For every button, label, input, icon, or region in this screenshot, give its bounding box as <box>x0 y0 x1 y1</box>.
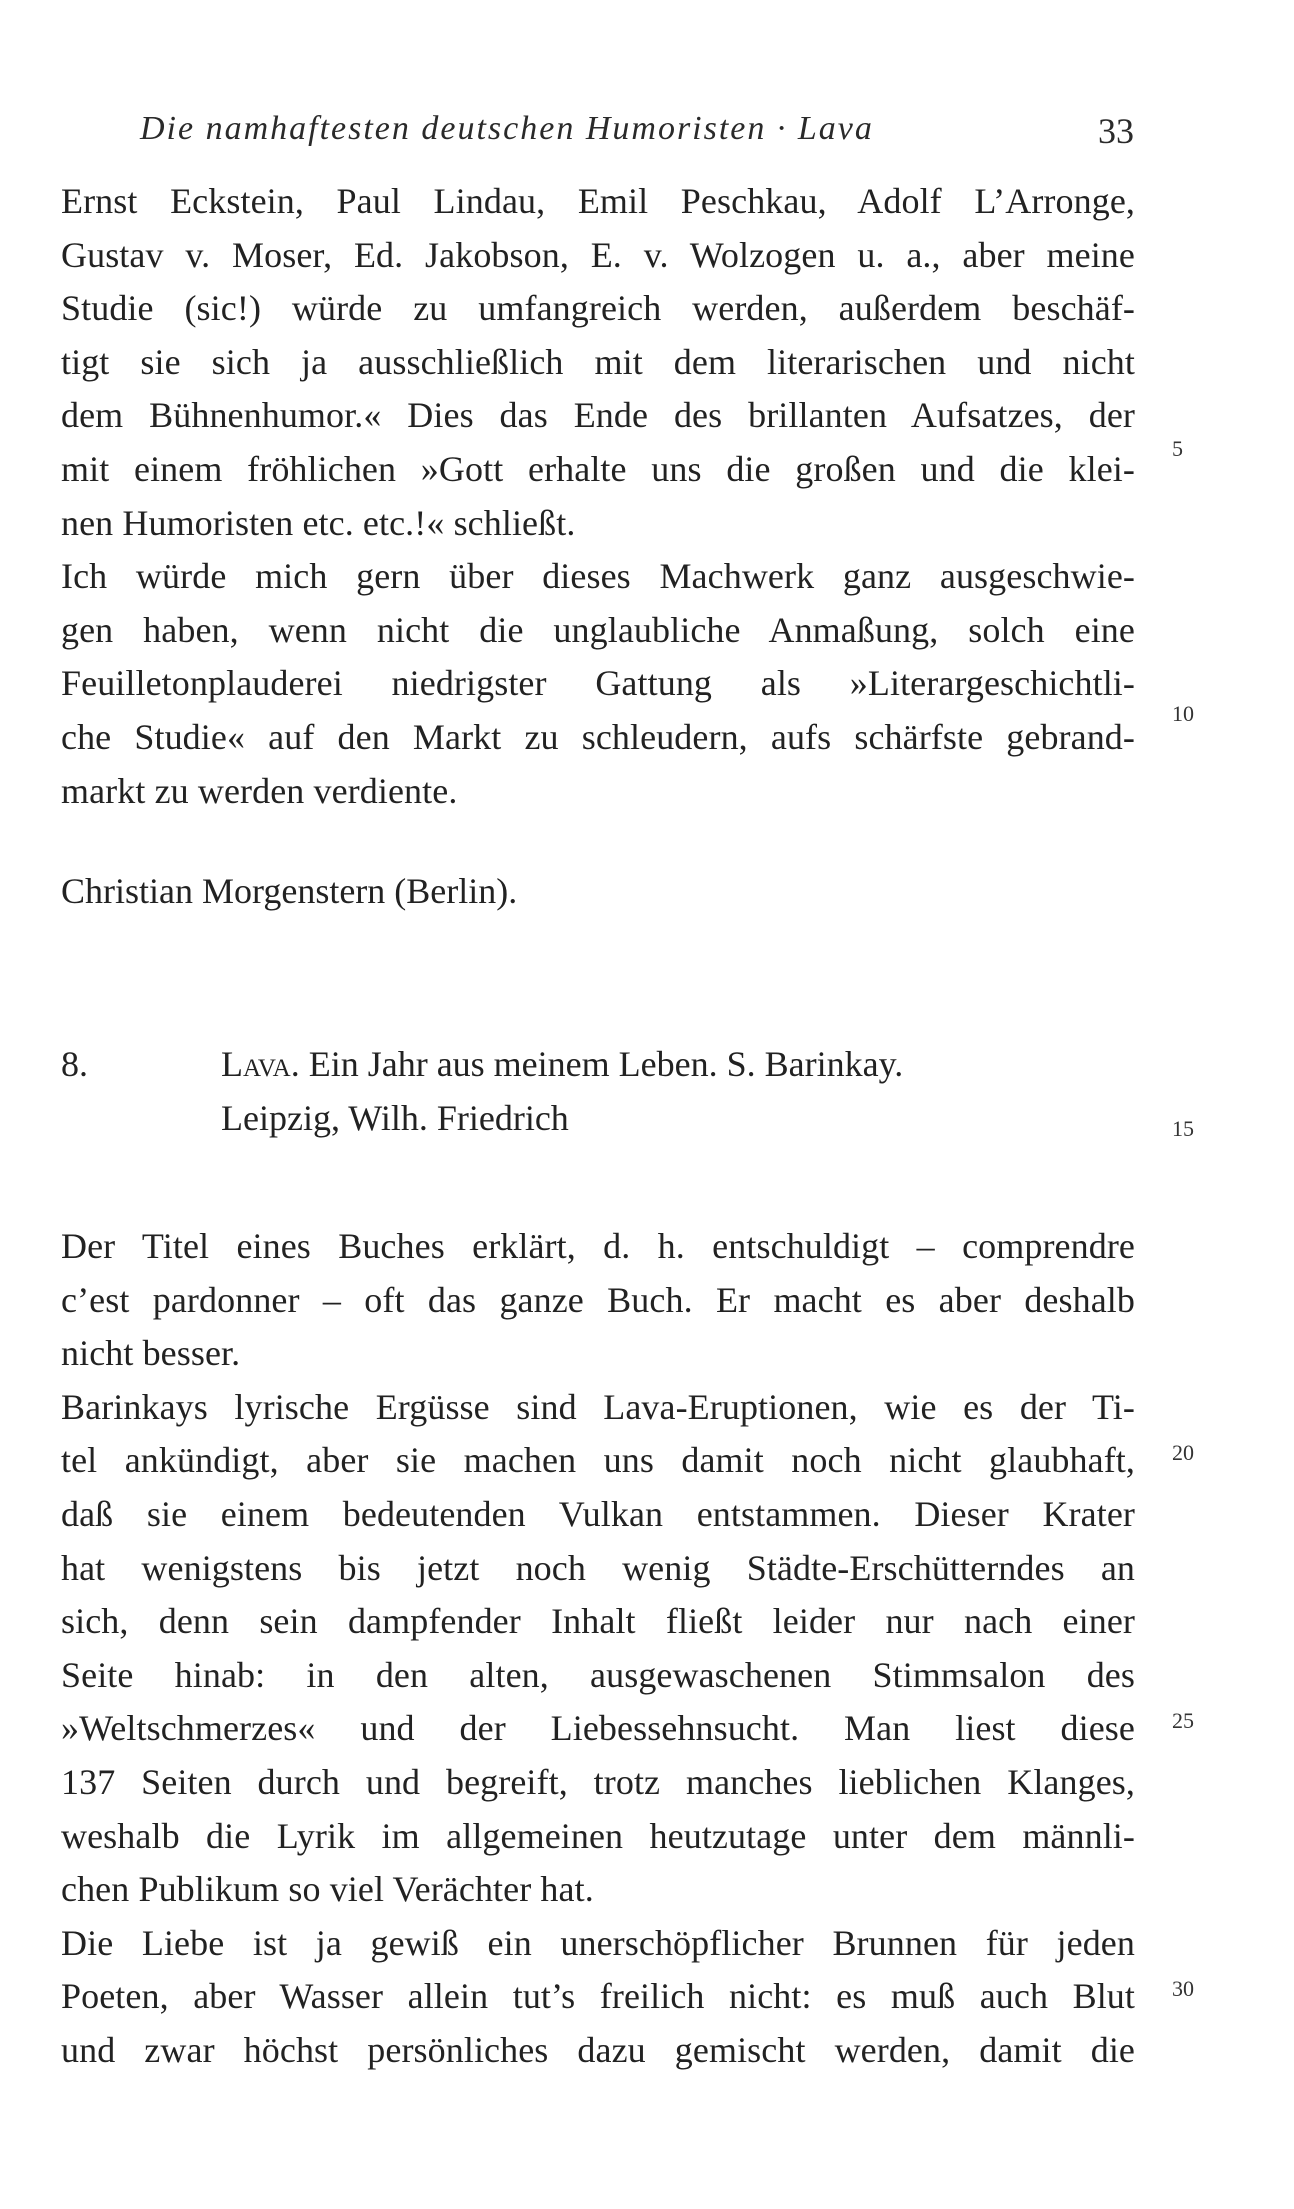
paragraph-block-1 <box>61 175 1135 818</box>
text-line: dem Bühnenhumor.« Dies das Ende des brillanten Aufsatzes, der <box>61 395 1135 436</box>
entry-title-smallcaps: Lava <box>221 1044 291 1084</box>
line-number-30: 30 <box>1172 1976 1194 2001</box>
text-line: weshalb die Lyrik im allgemeinen heutzutage unter dem männli- <box>61 1815 1135 1856</box>
text-line: c’est pardonner – oft das ganze Buch. Er macht es aber deshalb <box>61 1279 1135 1320</box>
entry-title-rest: . Ein Jahr aus meinem Leben. S. Barinkay. <box>290 1044 904 1084</box>
text-line: sich, denn sein dampfender Inhalt fließt leider nur nach einer <box>61 1601 1135 1642</box>
text-line: mit einem fröhlichen »Gott erhalte uns die großen und die klei- <box>61 448 1135 489</box>
entry-imprint: Leipzig, Wilh. Friedrich <box>221 1097 569 1138</box>
text-line: tel ankündigt, aber sie machen uns damit noch nicht glaubhaft, <box>61 1440 1135 1481</box>
line-number-5: 5 <box>1172 436 1183 461</box>
signature-line: Christian Morgenstern (Berlin). <box>61 871 518 911</box>
text-line: Der Titel eines Buches erklärt, d. h. entschuldigt – comprendre <box>61 1226 1135 1266</box>
text-line: Die Liebe ist ja gewiß ein unerschöpflicher Brunnen für jeden <box>61 1922 1135 1963</box>
text-line: Ich würde mich gern über dieses Machwerk ganz ausgeschwie- <box>61 556 1135 597</box>
line-number-15: 15 <box>1172 1116 1194 1141</box>
text-line: tigt sie sich ja ausschließlich mit dem literarischen und nicht <box>61 341 1135 382</box>
line-number-20: 20 <box>1172 1440 1194 1465</box>
text-line: Studie (sic!) würde zu umfangreich werden, außerdem beschäf- <box>61 288 1135 329</box>
text-line: Seite hinab: in den alten, ausgewaschenen Stimmsalon des <box>61 1654 1135 1695</box>
text-line: 137 Seiten durch und begreift, trotz manches lieblichen Klanges, <box>61 1761 1135 1802</box>
text-line: Ernst Eckstein, Paul Lindau, Emil Peschkau, Adolf L’Arronge, <box>61 181 1135 221</box>
entry-title <box>221 1038 903 1092</box>
text-line: che Studie« auf den Markt zu schleudern, aufs schärfste gebrand- <box>61 716 1135 757</box>
text-line: markt zu werden verdiente. <box>61 770 458 811</box>
text-line: nen Humoristen etc. etc.!« schließt. <box>61 502 576 543</box>
paragraph-block-2 <box>61 1220 1135 2078</box>
text-line: daß sie einem bedeutenden Vulkan entstammen. Dieser Krater <box>61 1493 1135 1534</box>
text-line: Barinkays lyrische Ergüsse sind Lava-Eruptionen, wie es der Ti- <box>61 1386 1135 1427</box>
text-line: und zwar höchst persönliches dazu gemischt werden, damit die <box>61 2029 1135 2070</box>
text-line: Feuilletonplauderei niedrigster Gattung als »Literargeschichtli- <box>61 663 1135 704</box>
text-line: nicht besser. <box>61 1333 241 1374</box>
line-number-10: 10 <box>1172 701 1194 726</box>
text-line: »Weltschmerzes« und der Liebessehnsucht. Man liest diese <box>61 1708 1135 1749</box>
text-line: chen Publikum so viel Verächter hat. <box>61 1869 594 1910</box>
text-line: Poeten, aber Wasser allein tut’s freilich nicht: es muß auch Blut <box>61 1976 1135 2017</box>
line-number-25: 25 <box>1172 1708 1194 1733</box>
entry-number: 8. <box>61 1044 88 1084</box>
text-line: Gustav v. Moser, Ed. Jakobson, E. v. Wolzogen u. a., aber meine <box>61 234 1135 275</box>
running-head: Die namhaftesten deutschen Humoristen · Lava <box>140 110 874 147</box>
text-line: gen haben, wenn nicht die unglaubliche Anmaßung, solch eine <box>61 609 1135 650</box>
text-line: hat wenigstens bis jetzt noch wenig Städte-Erschütterndes an <box>61 1547 1135 1588</box>
page-number: 33 <box>1098 111 1134 151</box>
